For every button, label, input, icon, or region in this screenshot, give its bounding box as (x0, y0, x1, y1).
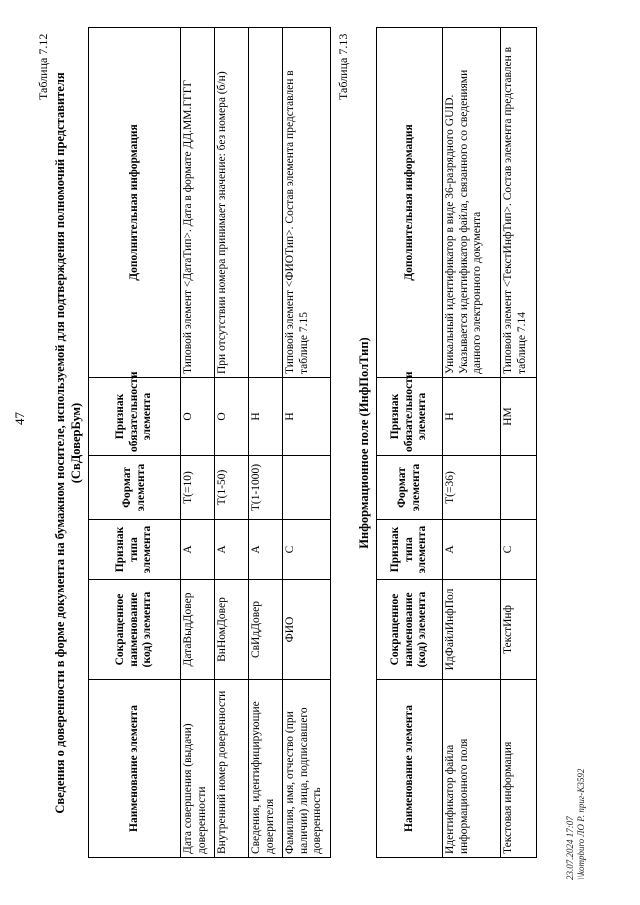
cell-name: Дата совершения (выдачи) доверенности (181, 680, 215, 858)
cell-info: Типовой элемент <ТекстИнфТип>. Состав элемента представлен в таблице 7.14 (501, 28, 537, 378)
cell-name: Текстовая информация (501, 680, 537, 858)
table-row (283, 28, 331, 858)
cell-info: Типовой элемент <ДатаТип>. Дата в формате ДД.ММ.ГГГГ (181, 28, 215, 378)
cell-format: T(1-50) (215, 456, 249, 520)
cell-name: Внутренний номер доверенности (215, 680, 249, 858)
table-row (181, 28, 215, 858)
cell-req: НМ (501, 378, 537, 456)
cell-name: Фамилия, имя, отчество (при наличии) лица, подписавшего доверенность (283, 680, 331, 858)
table-header-row (377, 28, 443, 858)
cell-info: Уникальный идентификатор в виде 36-разрядного GUID. Указывается идентификатор файла, связанного со сведениями данного электронного документа (443, 28, 501, 378)
table1-title (52, 28, 84, 858)
table-row (215, 28, 249, 858)
table1-code: (СвДоверБум) (69, 402, 83, 484)
table-label-7-13: Таблица 7.13 (336, 33, 350, 100)
cell-format: T(=10) (181, 456, 215, 520)
table-7-12 (88, 27, 331, 858)
cell-short: ИдФайлИнфПол (443, 580, 501, 680)
cell-format (283, 456, 331, 520)
header-name: Наименование элемента (89, 680, 181, 858)
cell-info: При отсутствии номера принимает значение: без номера (б/н) (215, 28, 249, 378)
header-short: Сокращенное наименование (код) элемента (377, 580, 443, 680)
table-row (501, 28, 537, 858)
cell-type: А (443, 520, 501, 580)
cell-format (501, 456, 537, 520)
cell-format: T(=36) (443, 456, 501, 520)
footer-stamp (565, 769, 587, 880)
header-format: Формат элемента (89, 456, 181, 520)
cell-info (249, 28, 283, 378)
table-row (249, 28, 283, 858)
cell-short: СвИдДовер (249, 580, 283, 680)
cell-short: ДатаВыдДовер (181, 580, 215, 680)
cell-format: T(1-1000) (249, 456, 283, 520)
header-info: Дополнительная информация (377, 28, 443, 378)
cell-type: С (283, 520, 331, 580)
cell-name: Идентификатор файла информационного поля (443, 680, 501, 858)
cell-req: О (181, 378, 215, 456)
cell-type: А (249, 520, 283, 580)
header-req: Признак обязательности элемента (89, 378, 181, 456)
header-name: Наименование элемента (377, 680, 443, 858)
cell-req: Н (443, 378, 501, 456)
header-format: Формат элемента (377, 456, 443, 520)
cell-short: ТекстИнф (501, 580, 537, 680)
table-header-row (89, 28, 181, 858)
cell-req: О (215, 378, 249, 456)
table1-title-text: Сведения о доверенности в форме документа на бумажном носителе, используемой для подтверждения полномочий представителя (53, 72, 67, 814)
header-type: Признак типа элемента (89, 520, 181, 580)
page-number: 47 (12, 412, 27, 425)
rotated-content (10, 20, 610, 880)
cell-type: С (501, 520, 537, 580)
table2-title: Информационное поле (ИнфПолТип) (357, 337, 371, 549)
table-7-13 (376, 27, 537, 858)
cell-type: А (181, 520, 215, 580)
table-row (443, 28, 501, 858)
cell-short: ВнНомДовер (215, 580, 249, 680)
footer-date: 23.07.2024 17:07 (565, 816, 575, 880)
cell-name: Сведения, идентифицирующие доверителя (249, 680, 283, 858)
cell-type: А (215, 520, 249, 580)
header-req: Признак обязательности элемента (377, 378, 443, 456)
header-short: Сокращенное наименование (код) элемента (89, 580, 181, 680)
table-label-7-12: Таблица 7.12 (36, 33, 50, 100)
footer-path: \\kompburo ЛО Р. приг-К3592 (576, 768, 586, 880)
cell-req: Н (249, 378, 283, 456)
cell-short: ФИО (283, 580, 331, 680)
cell-req: Н (283, 378, 331, 456)
header-info: Дополнительная информация (89, 28, 181, 378)
cell-info: Типовой элемент <ФИОТип>. Состав элемента представлен в таблице 7.15 (283, 28, 331, 378)
header-type: Признак типа элемента (377, 520, 443, 580)
